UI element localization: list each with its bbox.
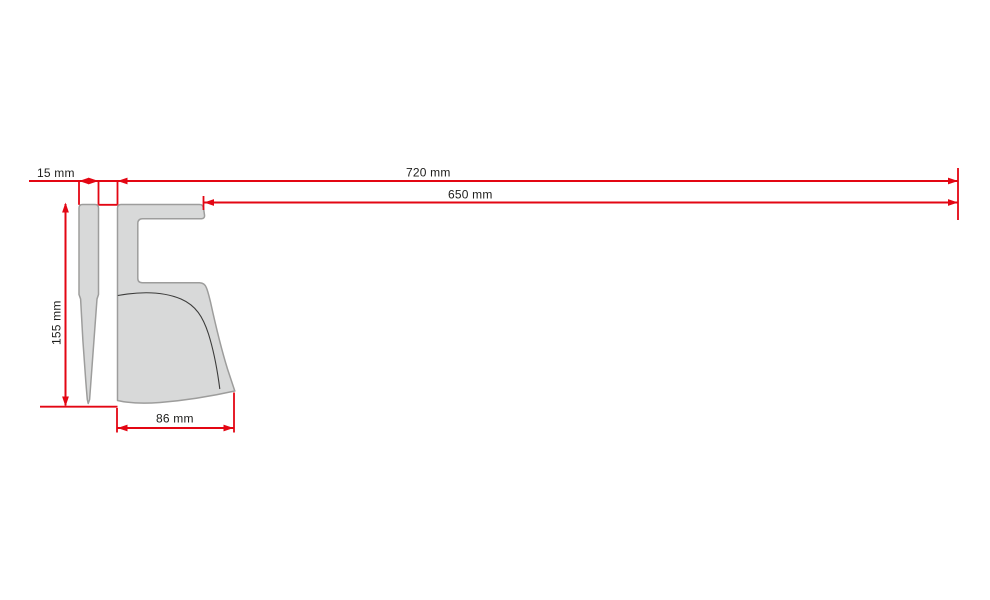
label-86mm: 86 mm — [156, 411, 194, 426]
label-650mm: 650 mm — [448, 187, 493, 202]
arrow-up-155mm — [62, 203, 69, 213]
arrow-left-720mm — [118, 178, 128, 185]
label-155mm: 155 mm — [49, 300, 64, 345]
profile-shapes — [79, 205, 235, 404]
arrow-left-650mm — [204, 199, 214, 206]
arrow-right-15mm — [89, 178, 99, 185]
blade-strip-shape — [79, 205, 99, 404]
arrow-left-86mm — [118, 425, 128, 432]
arrow-right-86mm — [224, 425, 234, 432]
arrow-right-650mm — [948, 199, 958, 206]
label-15mm: 15 mm — [37, 166, 75, 180]
arrow-right-720mm — [948, 178, 958, 185]
arrow-down-155mm — [62, 397, 69, 407]
arrow-left-15mm — [79, 178, 89, 185]
dimension-650mm — [204, 188, 959, 211]
label-720mm: 720 mm — [406, 165, 451, 180]
